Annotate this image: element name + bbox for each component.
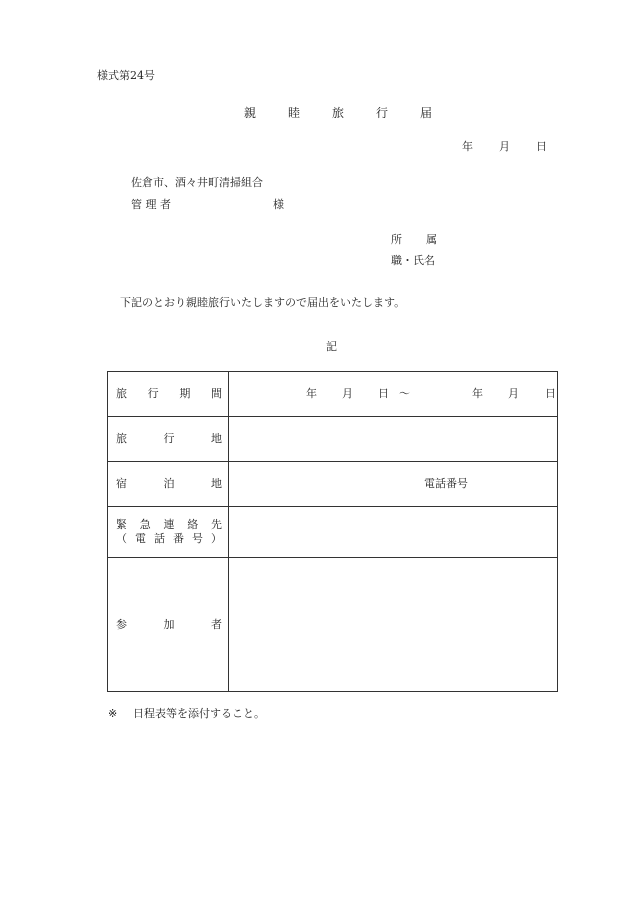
title-char: 旅 [332,106,345,120]
period-tilde: ～ [399,387,410,400]
period-label: 旅行期間 [108,372,229,417]
travel-form-table [107,371,558,692]
name-label: 職・氏名 [391,254,435,267]
lodging-field[interactable] [229,462,558,507]
recipient-manager [131,198,284,212]
title-char: 睦 [288,106,301,120]
period-field[interactable] [229,372,558,417]
period-from-year: 年 [306,387,317,400]
participants-label: 参加者 [108,558,229,692]
ki-heading: 記 [326,340,337,353]
period-to-month: 月 [508,387,519,400]
date-day: 日 [536,140,547,153]
table-row [108,372,558,417]
affiliation-label [391,233,437,247]
form-number: 様式第24号 [97,69,155,82]
period-from-day: 日 [378,387,389,400]
title-char: 届 [420,106,433,120]
emergency-contact-label [108,507,229,558]
body-text: 下記のとおり親睦旅行いたしますので届出をいたします。 [120,296,406,309]
destination-field[interactable] [229,417,558,462]
manager-title: 管 理 者 [131,198,171,211]
note-mark: ※ [108,707,118,720]
affiliation-char-1: 所 [391,233,402,246]
note-text: 日程表等を添付すること。 [133,707,265,720]
attachment-note [108,707,265,721]
table-row [108,417,558,462]
period-from-month: 月 [342,387,353,400]
date-year: 年 [462,140,473,153]
period-to-day: 日 [545,387,556,400]
date-month: 月 [499,140,510,153]
affiliation-char-2: 属 [426,233,437,246]
phone-number-label: 電話番号 [424,477,468,490]
document-title [244,106,464,120]
title-char: 行 [376,106,389,120]
destination-label: 旅行地 [108,417,229,462]
emergency-contact-field[interactable] [229,507,558,558]
table-row [108,462,558,507]
participants-field[interactable] [229,558,558,692]
honorific: 様 [273,198,284,211]
table-row [108,558,558,692]
table-row [108,507,558,558]
title-char: 親 [244,106,257,120]
lodging-label: 宿泊地 [108,462,229,507]
emergency-contact-label-line1: 緊急連絡先 [116,518,222,531]
period-to-year: 年 [472,387,483,400]
emergency-contact-label-line2: （電話番号） [116,532,222,545]
submission-date [462,140,547,154]
recipient-organization: 佐倉市、酒々井町清掃組合 [131,176,263,189]
